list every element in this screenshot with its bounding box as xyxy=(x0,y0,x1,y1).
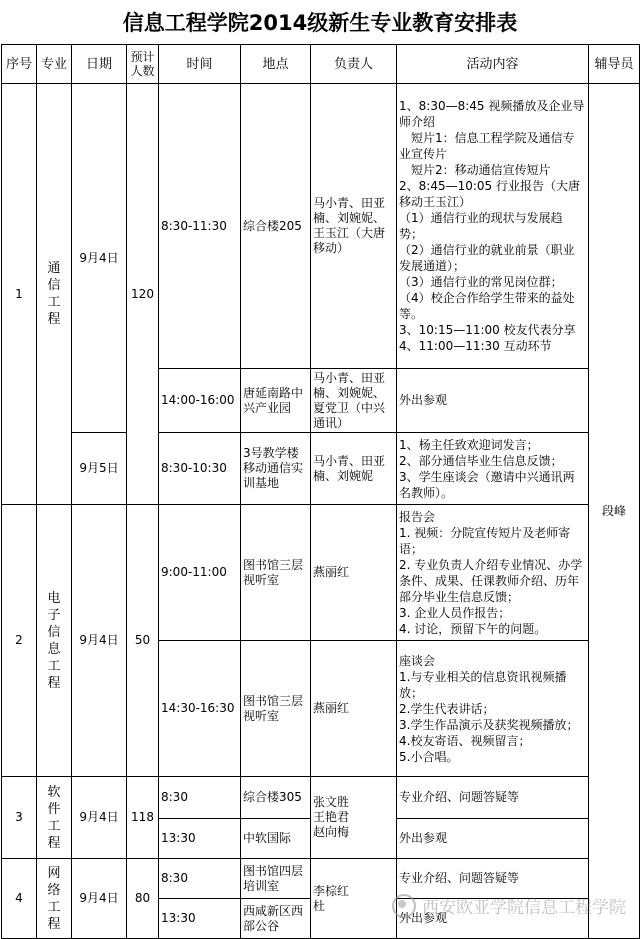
table-row xyxy=(2,777,640,819)
tutor-cell xyxy=(589,84,640,939)
header-date: 日期 xyxy=(72,45,127,84)
watermark-text: 西安欧亚学院信息工程学院 xyxy=(422,898,626,918)
row-content: 外出参观 xyxy=(397,369,589,433)
header-est xyxy=(127,45,159,84)
group-date: 9月4日 xyxy=(72,859,127,939)
row-owner: 马小青、田亚楠、刘婉妮、王玉江（大唐移动） xyxy=(311,84,397,369)
major-text: 通信工程 xyxy=(47,261,61,327)
row-owner: 燕丽红 xyxy=(311,505,397,641)
header-content: 活动内容 xyxy=(397,45,589,84)
row-place: 图书馆三层视听室 xyxy=(241,641,311,777)
row-owner: 马小青、田亚楠、刘婉妮 xyxy=(311,433,397,505)
group-count: 120 xyxy=(127,84,159,505)
row-content xyxy=(397,433,589,505)
row-place: 图书馆四层培训室 xyxy=(241,859,311,899)
group-major xyxy=(37,84,72,505)
group-count: 50 xyxy=(127,505,159,777)
row-content: 外出参观 xyxy=(397,819,589,859)
row-place: 唐延南路中兴产业园 xyxy=(241,369,311,433)
row-time: 13:30 xyxy=(159,819,241,859)
group-count: 80 xyxy=(127,859,159,939)
table-row xyxy=(2,505,640,641)
owner-text: 张文胜 王艳君 赵向梅 xyxy=(313,795,350,839)
header-no: 序号 xyxy=(2,45,37,84)
row-place: 图书馆三层视听室 xyxy=(241,505,311,641)
group-no: 1 xyxy=(2,84,37,505)
row-content: 专业介绍、问题答疑等 xyxy=(397,859,589,899)
content-text: 座谈会 1.与专业相关的信息资讯视频播放； 2.学生代表讲话； 3.学生作品演示及获奖视频播放； 4.校友寄语、视频留言； 5.小合唱。 xyxy=(399,653,579,764)
row-time: 8:30-10:30 xyxy=(159,433,241,505)
row-time: 14:30-16:30 xyxy=(159,641,241,777)
group-major xyxy=(37,859,72,939)
schedule-table xyxy=(1,44,640,939)
group-no: 2 xyxy=(2,505,37,777)
group-date: 9月4日 xyxy=(72,84,127,433)
row-content xyxy=(397,84,589,369)
tutor-name: 段峰 xyxy=(601,503,626,518)
row-place: 综合楼305 xyxy=(241,777,311,819)
group-date: 9月5日 xyxy=(72,433,127,505)
header-tutor: 辅导员 xyxy=(589,45,640,84)
group-date: 9月4日 xyxy=(72,505,127,777)
header-major: 专业 xyxy=(37,45,72,84)
row-time: 8:30 xyxy=(159,777,241,819)
row-place: 中软国际 xyxy=(241,819,311,859)
content-text: 1、杨主任致欢迎词发言； 2、部分通信毕业生信息反馈； 3、学生座谈会（邀请中兴通讯两名教师）。 xyxy=(399,437,575,500)
header-est-text: 预计人数 xyxy=(130,50,155,78)
row-content xyxy=(397,641,589,777)
row-place: 3号教学楼移动通信实训基地 xyxy=(241,433,311,505)
row-time: 9:00-11:00 xyxy=(159,505,241,641)
header-place: 地点 xyxy=(241,45,311,84)
row-content: 专业介绍、问题答疑等 xyxy=(397,777,589,819)
row-time: 13:30 xyxy=(159,899,241,939)
group-date: 9月4日 xyxy=(72,777,127,859)
row-owner: 马小青、田亚楠、刘婉妮、夏党卫（中兴通讯） xyxy=(311,369,397,433)
page-title: 信息工程学院2014级新生专业教育安排表 xyxy=(122,11,518,35)
content-text: 1、8:30—8:45 视频播放及企业导师介绍 短片1：信息工程学院及通信专业宣传片 短片2：移动通信宣传短片 2、8:45—10:05 行业报告（大唐移动王玉江） （1）通信行业的现状与发展趋势； （2）通信行业的就业前景（职业发展通道）； （3）通信行业的常见岗位群； （4）校企合作给学生带来的益处等。 3、10:15—11:00 校友代表分享 4、11:00—11:30 互动环节 xyxy=(399,99,585,353)
group-no: 4 xyxy=(2,859,37,939)
content-text: 报告会 1. 视频：分院宣传短片及老师寄语； 2. 专业负责人介绍专业情况、办学条件、成果、任课教师介绍、历年部分毕业生信息反馈； 3. 企业人员作报告； 4. 讨论，预留下午的问题。 xyxy=(399,509,583,636)
major-text: 电子信息工程 xyxy=(47,590,61,691)
row-place: 西咸新区西部公谷 xyxy=(241,899,311,939)
group-owner xyxy=(311,777,397,859)
row-place: 综合楼205 xyxy=(241,84,311,369)
group-owner xyxy=(311,859,397,939)
major-text: 网络工程 xyxy=(47,865,61,932)
table-row xyxy=(2,84,640,369)
row-time: 14:00-16:00 xyxy=(159,369,241,433)
table-row xyxy=(2,859,640,899)
group-major xyxy=(37,777,72,859)
group-no: 3 xyxy=(2,777,37,859)
header-owner: 负责人 xyxy=(311,45,397,84)
row-owner: 燕丽红 xyxy=(311,641,397,777)
group-count: 118 xyxy=(127,777,159,859)
row-time: 8:30-11:30 xyxy=(159,84,241,369)
row-content: 外出参观 xyxy=(397,899,589,939)
owner-text: 李棕红 杜 xyxy=(313,883,350,913)
row-time: 8:30 xyxy=(159,859,241,899)
row-content xyxy=(397,505,589,641)
major-text: 软件工程 xyxy=(47,784,61,851)
header-time: 时间 xyxy=(159,45,241,84)
group-major xyxy=(37,505,72,777)
table-row xyxy=(2,433,640,505)
header-row xyxy=(2,45,640,84)
